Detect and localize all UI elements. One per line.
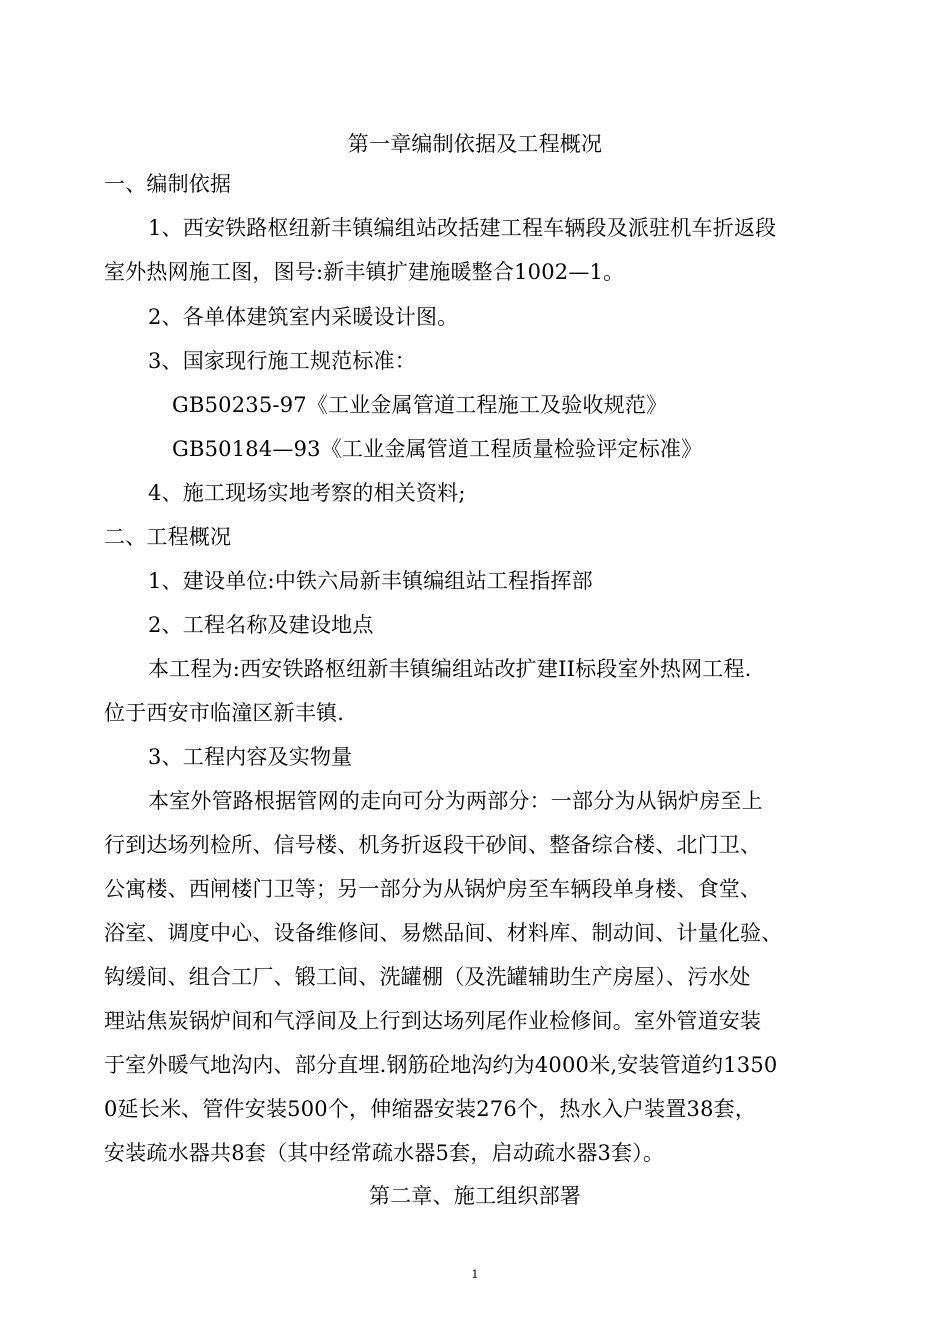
overview-item-1: 1、建设单位:中铁六局新丰镇编组站工程指挥部 — [148, 569, 593, 593]
overview-item-3: 3、工程内容及实物量 — [148, 745, 353, 769]
overview-item-2: 2、工程名称及建设地点 — [148, 613, 374, 637]
paragraph-line: 理站焦炭锅炉间和气浮间及上行到达场列尾作业检修间。室外管道安装 — [104, 1009, 762, 1033]
section2-heading: 二、工程概况 — [104, 525, 232, 549]
paragraph-line: 于室外暖气地沟内、部分直埋.钢筋砼地沟约为4000米,安装管道约1350 — [104, 1053, 778, 1077]
standard-2: GB50184—93《工业金属管道工程质量检验评定标准》 — [172, 437, 703, 461]
basis-item-1-line-1: 1、西安铁路枢纽新丰镇编组站改括建工程车辆段及派驻机车折返段 — [148, 216, 777, 240]
overview-paragraph-1-line-1: 本工程为:西安铁路枢纽新丰镇编组站改扩建II标段室外热网工程. — [148, 657, 752, 681]
page-number: 1 — [471, 1268, 479, 1281]
standard-1: GB50235-97《工业金属管道工程施工及验收规范》 — [172, 393, 668, 417]
chapter1-title: 第一章编制依据及工程概况 — [347, 132, 603, 156]
basis-item-3: 3、国家现行施工规范标准： — [148, 349, 416, 373]
paragraph-line: 浴室、调度中心、设备维修间、易燃品间、材料库、制动间、计量化验、 — [104, 921, 783, 945]
paragraph-line: 0延长米、管件安装500个，伸缩器安装276个，热水入户装置38套， — [104, 1097, 757, 1121]
basis-item-1-line-2: 室外热网施工图，图号:新丰镇扩建施暖整合1002—1。 — [104, 260, 625, 284]
paragraph-line: 行到达场列检所、信号楼、机务折返段干砂间、整备综合楼、北门卫、 — [104, 833, 762, 857]
paragraph-line: 本室外管路根据管网的走向可分为两部分：一部分为从锅炉房至上 — [148, 789, 763, 813]
chapter2-title: 第二章、施工组织部署 — [369, 1184, 581, 1208]
overview-paragraph-1-line-2: 位于西安市临潼区新丰镇. — [104, 701, 345, 725]
basis-item-4: 4、施工现场实地考察的相关资料; — [148, 481, 466, 505]
basis-item-2: 2、各单体建筑室内采暖设计图。 — [148, 305, 459, 329]
paragraph-line: 公寓楼、西闸楼门卫等；另一部分为从锅炉房至车辆段单身楼、食堂、 — [104, 877, 762, 901]
paragraph-line: 钩缓间、组合工厂、锻工间、洗罐棚（及洗罐辅助生产房屋）、污水处 — [104, 965, 751, 989]
paragraph-line: 安装疏水器共8套（其中经常疏水器5套，启动疏水器3套）。 — [104, 1141, 665, 1165]
section1-heading: 一、编制依据 — [104, 172, 232, 196]
